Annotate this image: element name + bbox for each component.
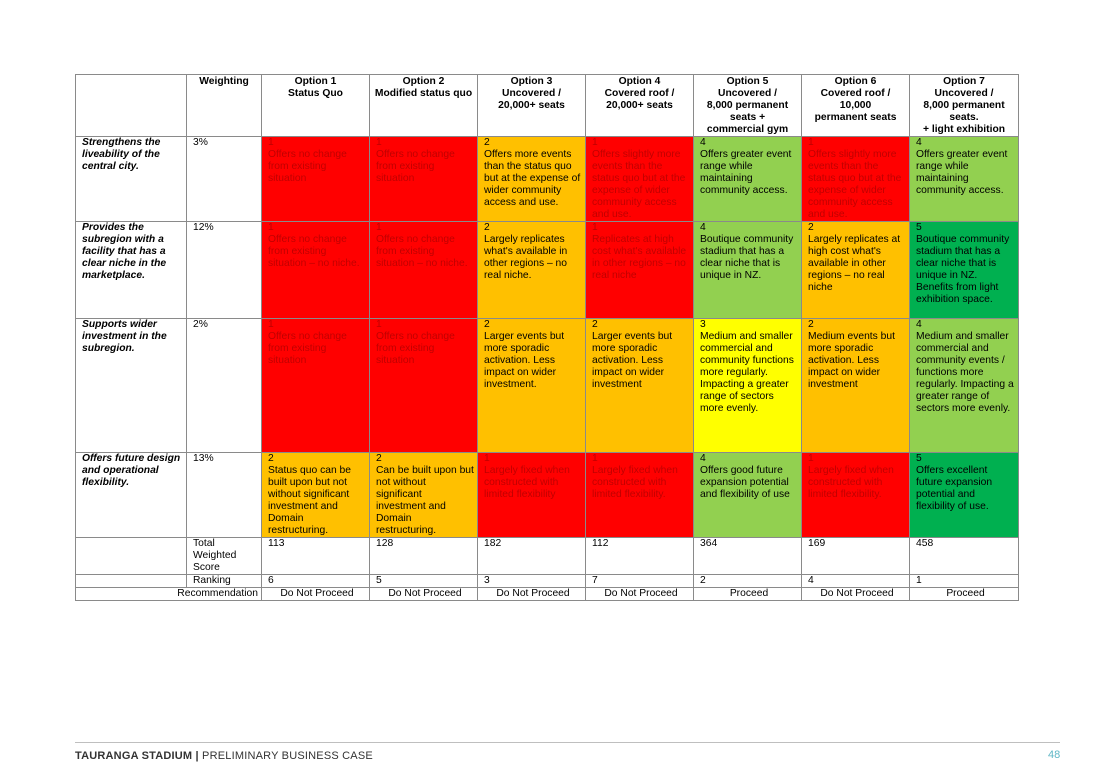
score-cell: 1 Largely fixed when constructed with limited flexibility. (802, 453, 910, 538)
score-cell: 1 Offers no change from existing situation (370, 137, 478, 222)
header-option-6: Option 6 Covered roof / 10,000 permanent seats (802, 75, 910, 137)
criteria-weight: 12% (187, 222, 262, 319)
recommendation-row (76, 588, 1019, 601)
header-option-2: Option 2 Modified status quo (370, 75, 478, 137)
criteria-row-liveability (76, 137, 1019, 222)
criteria-label: Provides the subregion with a facility that has a clear niche in the marketplace. (76, 222, 187, 319)
footer-divider (75, 742, 1060, 743)
recommendation-value: Do Not Proceed (586, 588, 694, 601)
ranking-row (76, 575, 1019, 588)
ranking-value: 7 (586, 575, 694, 588)
criteria-row-investment (76, 319, 1019, 453)
recommendation-label: Recommendation (76, 588, 262, 601)
score-cell: 2 Larger events but more sporadic activation. Less impact on wider investment. (478, 319, 586, 453)
score-cell: 1 Offers no change from existing situation (262, 319, 370, 453)
total-score-value: 364 (694, 538, 802, 575)
score-cell: 5 Boutique community stadium that has a clear niche that is unique in NZ. Benefits from light exhibition space. (910, 222, 1019, 319)
score-cell: 1 Offers slightly more events than the status quo but at the expense of wider community access and use. (802, 137, 910, 222)
ranking-label: Ranking (187, 575, 262, 588)
score-cell: 1 Largely fixed when constructed with limited flexibility. (586, 453, 694, 538)
ranking-value: 1 (910, 575, 1019, 588)
criteria-label: Strengthens the liveability of the central city. (76, 137, 187, 222)
footer-title (75, 750, 373, 762)
header-option-7: Option 7 Uncovered / 8,000 permanent seats. + light exhibition (910, 75, 1019, 137)
criteria-weight: 3% (187, 137, 262, 222)
criteria-label: Supports wider investment in the subregion. (76, 319, 187, 453)
criteria-row-niche (76, 222, 1019, 319)
empty-cell (76, 538, 187, 575)
ranking-value: 2 (694, 575, 802, 588)
recommendation-value: Do Not Proceed (802, 588, 910, 601)
header-option-4: Option 4 Covered roof / 20,000+ seats (586, 75, 694, 137)
total-score-value: 112 (586, 538, 694, 575)
score-cell: 5 Offers excellent future expansion potential and flexibility of use. (910, 453, 1019, 538)
criteria-row-flexibility (76, 453, 1019, 538)
score-cell: 2 Can be built upon but not without significant investment and Domain restructuring. (370, 453, 478, 538)
score-cell: 1 Offers no change from existing situation (262, 137, 370, 222)
recommendation-value: Proceed (910, 588, 1019, 601)
options-assessment-table (75, 74, 1019, 601)
header-row (76, 75, 1019, 137)
score-cell: 1 Largely fixed when constructed with limited flexibility (478, 453, 586, 538)
total-score-value: 113 (262, 538, 370, 575)
score-cell: 1 Offers no change from existing situation (370, 319, 478, 453)
total-score-value: 169 (802, 538, 910, 575)
recommendation-value: Proceed (694, 588, 802, 601)
score-cell: 2 Largely replicates at high cost what's available in other regions – no real niche (802, 222, 910, 319)
ranking-value: 6 (262, 575, 370, 588)
empty-cell (76, 575, 187, 588)
criteria-weight: 2% (187, 319, 262, 453)
footer-title-rest: PRELIMINARY BUSINESS CASE (198, 750, 373, 762)
score-cell: 2 Larger events but more sporadic activation. Less impact on wider investment (586, 319, 694, 453)
score-cell: 4 Medium and smaller commercial and community events / functions more regularly. Impacting a greater range of sectors more evenly. (910, 319, 1019, 453)
ranking-value: 4 (802, 575, 910, 588)
score-cell: 1 Replicates at high cost what's available in other regions – no real niche (586, 222, 694, 319)
score-cell: 4 Offers good future expansion potential and flexibility of use (694, 453, 802, 538)
footer-title-bold: TAURANGA STADIUM | (75, 750, 199, 762)
score-cell: 2 Largely replicates what's available in other regions – no real niche. (478, 222, 586, 319)
header-option-1: Option 1 Status Quo (262, 75, 370, 137)
ranking-value: 3 (478, 575, 586, 588)
score-cell: 4 Boutique community stadium that has a clear niche that is unique in NZ. (694, 222, 802, 319)
header-weighting: Weighting (187, 75, 262, 137)
header-option-5: Option 5 Uncovered / 8,000 permanent seats + commercial gym (694, 75, 802, 137)
total-score-row (76, 538, 1019, 575)
score-cell: 1 Offers no change from existing situation – no niche. (370, 222, 478, 319)
total-score-value: 182 (478, 538, 586, 575)
total-score-label: Total Weighted Score (187, 538, 262, 575)
total-score-value: 128 (370, 538, 478, 575)
criteria-label: Offers future design and operational flexibility. (76, 453, 187, 538)
recommendation-value: Do Not Proceed (370, 588, 478, 601)
header-criteria (76, 75, 187, 137)
score-cell: 2 Medium events but more sporadic activation. Less impact on wider investment (802, 319, 910, 453)
score-cell: 1 Offers slightly more events than the status quo but at the expense of wider community access and use. (586, 137, 694, 222)
score-cell: 1 Offers no change from existing situation – no niche. (262, 222, 370, 319)
score-cell: 3 Medium and smaller commercial and community functions more regularly. Impacting a greater range of sectors more evenly. (694, 319, 802, 453)
score-cell: 4 Offers greater event range while maintaining community access. (694, 137, 802, 222)
score-cell: 2 Status quo can be built upon but not without significant investment and Domain restructuring. (262, 453, 370, 538)
ranking-value: 5 (370, 575, 478, 588)
recommendation-value: Do Not Proceed (478, 588, 586, 601)
total-score-value: 458 (910, 538, 1019, 575)
criteria-weight: 13% (187, 453, 262, 538)
score-cell: 4 Offers greater event range while maintaining community access. (910, 137, 1019, 222)
header-option-3: Option 3 Uncovered / 20,000+ seats (478, 75, 586, 137)
page-number: 48 (1048, 749, 1061, 761)
score-cell: 2 Offers more events than the status quo but at the expense of wider community access and use. (478, 137, 586, 222)
recommendation-value: Do Not Proceed (262, 588, 370, 601)
